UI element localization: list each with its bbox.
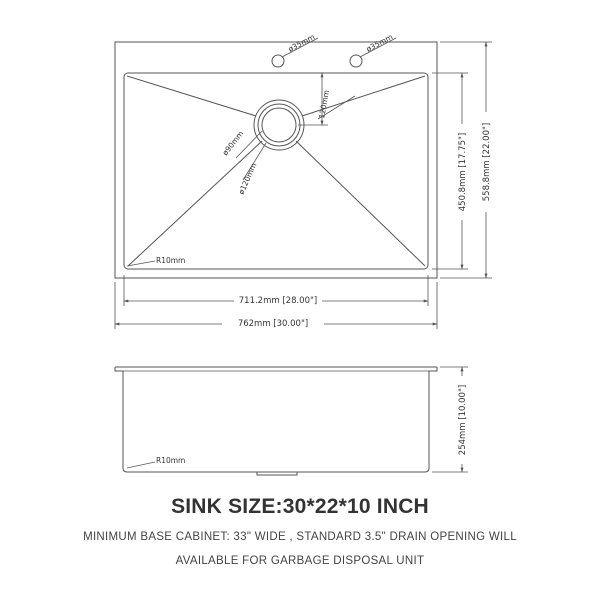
tap-hole-left-label: ø35mm [286,32,317,54]
drain-ring [258,104,300,146]
outer-width-label: 762mm [30.00"] [237,319,309,329]
inner-depth-label: 450.8mm [17.75"] [458,132,468,212]
side-drain-stub [257,472,297,475]
sink-outer-rim [115,42,437,278]
sink-bowl [124,73,428,269]
drain-offset-label: 120mm [317,89,331,120]
caption-title: SINK SIZE:30*22*10 INCH [171,495,429,518]
tap-hole-right-label: ø35mm [364,32,395,54]
slope-line-bottom-left [128,141,262,266]
slope-line-bottom-right [296,141,425,266]
top-view [115,42,437,278]
inner-width-label: 711.2mm [28.00"] [238,296,318,306]
drain-dia-outer-label: ø120mm [236,161,259,196]
outer-depth-label: 558.8mm [22.00"] [482,122,492,202]
slope-line-top-left [127,76,256,116]
top-corner-radius-label: R10mm [156,256,186,265]
side-corner-radius-label: R10mm [156,456,186,465]
side-height-label: 254mm [10.00"] [458,384,468,456]
caption-line-1: MINIMUM BASE CABINET: 33" WIDE , STANDARD 3.5" DRAIN OPENING WILL [83,531,517,543]
caption-line-2: AVAILABLE FOR GARBAGE DISPOSAL UNIT [175,555,425,567]
drain-inner-circle [262,108,296,142]
drain-dia-inner-label: ø90mm [220,129,246,158]
